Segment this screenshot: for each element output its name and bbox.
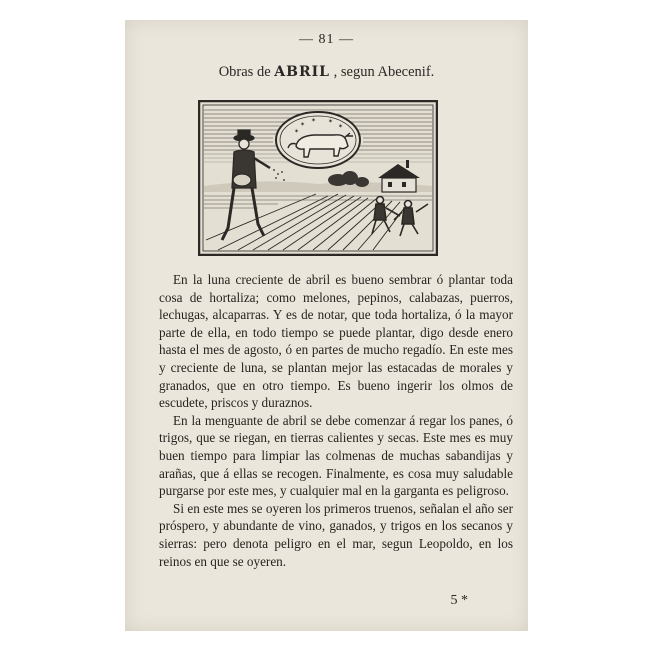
svg-text:✶: ✶ [338, 123, 344, 130]
svg-text:✶: ✶ [294, 128, 300, 135]
svg-text:✶: ✶ [300, 121, 306, 128]
page-number: — 81 — [299, 32, 354, 47]
paragraph-2: En la menguante de abril se debe comenzar á regar los panes, ó trigos, que se riegan, en tierras calientes y secas. Este mes es muy buen tiempo para limpiar las colmenas de muchas sabandijas y arañas, que á ellas se recogen. Finalmente, es cosa muy saludable purgarse por este mes, y cualquier mal en la garganta es peligroso. [159, 412, 513, 499]
heading-month: ABRIL [274, 64, 330, 80]
book-page [125, 20, 528, 631]
heading-prefix: Obras de [218, 64, 271, 80]
woodcut-illustration [198, 100, 438, 256]
heading-suffix: , segun Abecenif. [333, 64, 435, 80]
svg-text:✶: ✶ [311, 117, 317, 124]
svg-text:✶: ✶ [328, 118, 334, 125]
page-heading [125, 64, 528, 81]
paragraph-3: Si en este mes se oyeren los primeros truenos, señalan el año ser próspero, y abundante de vino, ganados, y trigos en los secanos y sierras: pero denota peligro en el mar, segun Leopoldo, en los reinos en que se oyeren. [159, 500, 513, 569]
signature-mark: 5 * [450, 593, 468, 608]
paragraph-1: En la luna creciente de abril es bueno sembrar ó plantar toda cosa de hortaliza; como melones, pepinos, calabazas, puerros, lechugas, alcaparras. Y es de notar, que toda hortaliza, ó la mayor parte de ella, en todo tiempo se puede plantar, digo desde enero hasta el mes de agosto, ó en partes de mucho regadío. En este mes y creciente de luna, se plantan mejor las estacadas de morales y granados, que en otro tiempo. Es bueno ingerir los olmos de escudete, priscos y duraznos. [159, 272, 513, 411]
body-text [159, 271, 513, 570]
